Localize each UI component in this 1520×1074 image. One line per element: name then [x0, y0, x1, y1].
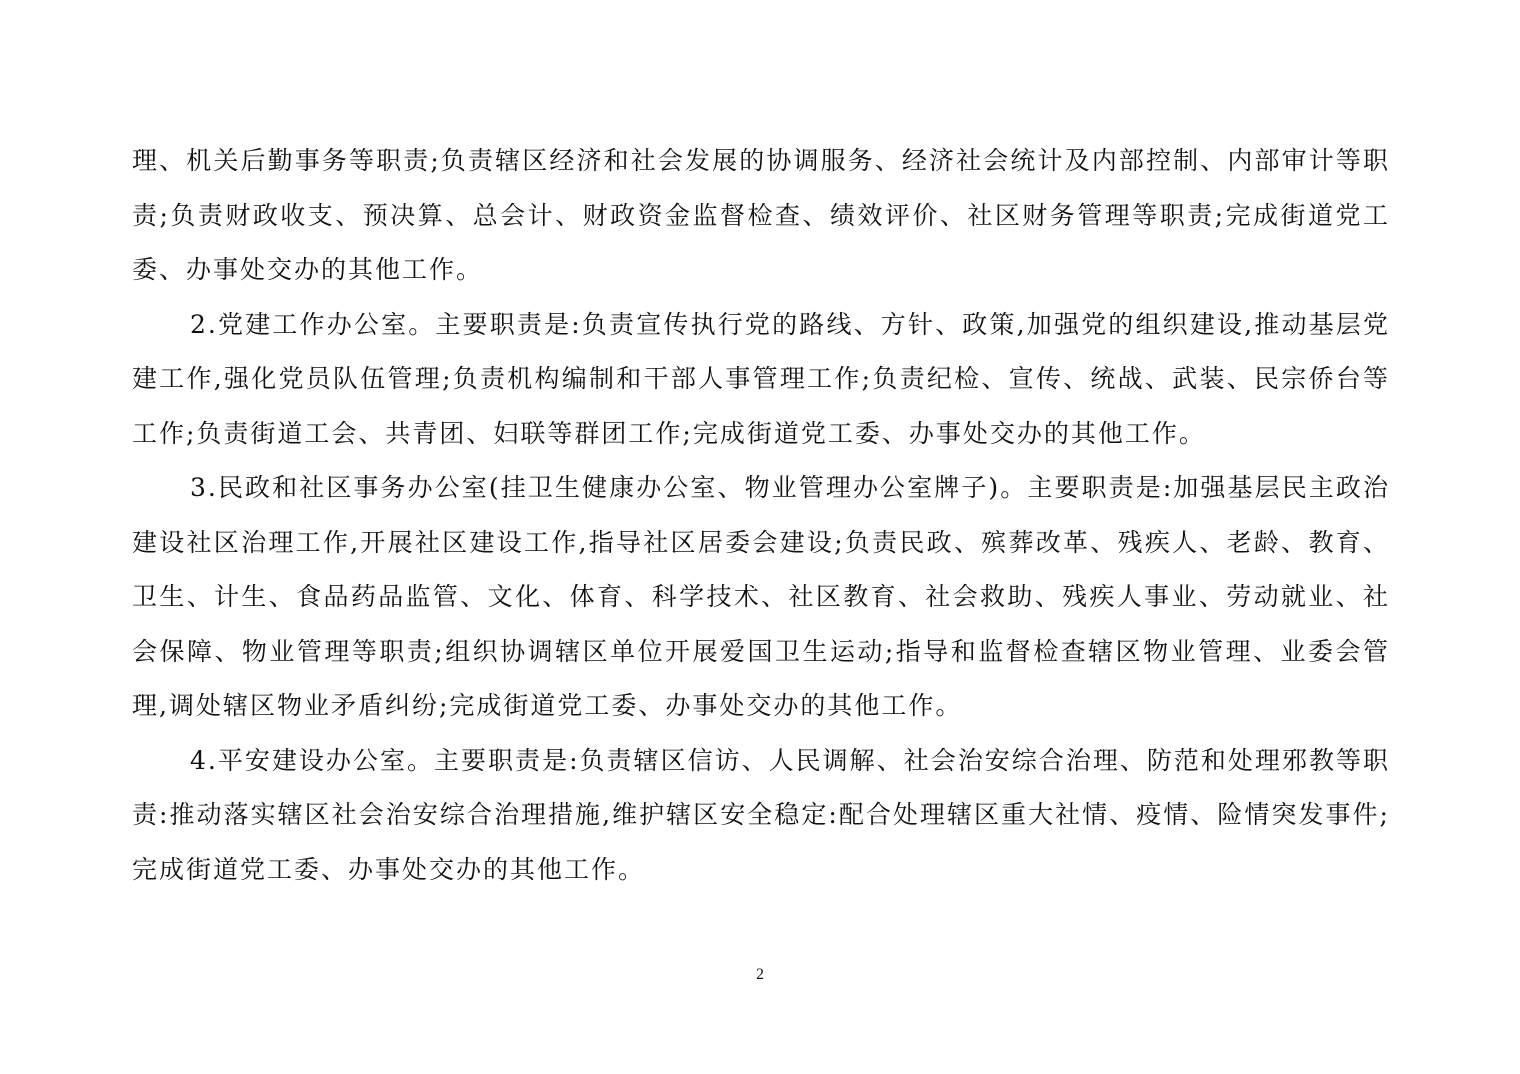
paragraph-public-safety-office: 4.平安建设办公室。主要职责是:负责辖区信访、人民调解、社会治安综合治理、防范和处理邪教等职责:推动落实辖区社会治安综合治理措施,维护辖区安全稳定:配合处理辖区重大社情、疫情、险情突发事件;完成街道党工委、办事处交办的其他工作。 — [132, 745, 1390, 884]
paragraph-party-building-office: 2.党建工作办公室。主要职责是:负责宣传执行党的路线、方针、政策,加强党的组织建设,推动基层党建工作,强化党员队伍管理;负责机构编制和干部人事管理工作;负责纪检、宣传、统战、武装、民宗侨台等工作;负责街道工会、共青团、妇联等群团工作;完成街道党工委、办事处交办的其他工作。 — [132, 309, 1390, 448]
page-number: 2 — [756, 966, 764, 983]
paragraph-continuation: 理、机关后勤事务等职责;负责辖区经济和社会发展的协调服务、经济社会统计及内部控制、内部审计等职责;负责财政收支、预决算、总会计、财政资金监督检查、绩效评价、社区财务管理等职责;完成街道党工委、办事处交办的其他工作。 — [132, 146, 1390, 284]
document-body — [132, 134, 1390, 897]
paragraph-civil-affairs-office: 3.民政和社区事务办公室(挂卫生健康办公室、物业管理办公室牌子)。主要职责是:加强基层民主政治建设社区治理工作,开展社区建设工作,指导社区居委会建设;负责民政、殡葬改革、残疾人、老龄、教育、卫生、计生、食品药品监管、文化、体育、科学技术、社区教育、社会救助、残疾人事业、劳动就业、社会保障、物业管理等职责;组织协调辖区单位开展爱国卫生运动;指导和监督检查辖区物业管理、业委会管理,调处辖区物业矛盾纠纷;完成街道党工委、办事处交办的其他工作。 — [132, 473, 1390, 720]
